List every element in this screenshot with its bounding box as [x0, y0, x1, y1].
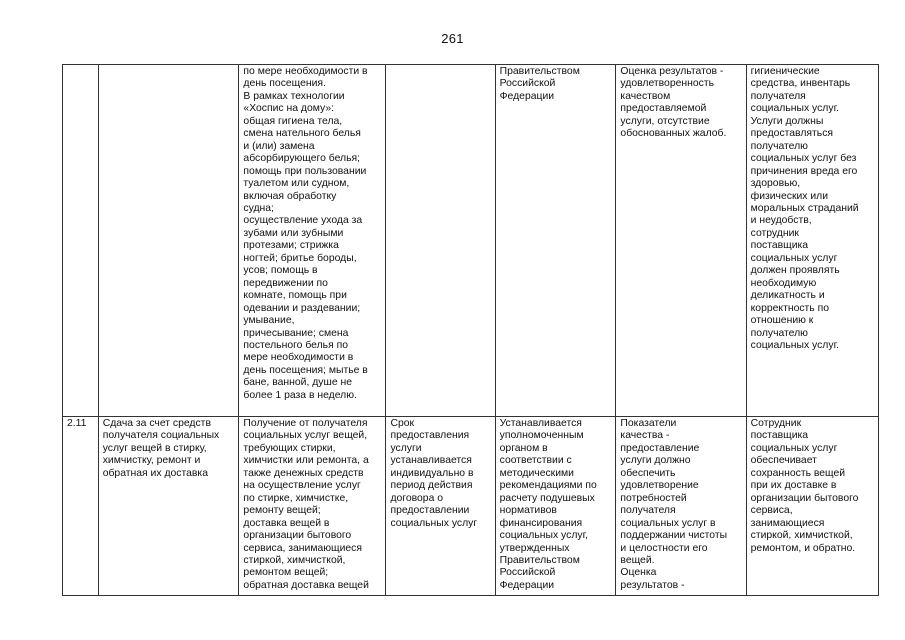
service-term-cell: Срок предоставления услуги устанавливается индивидуально в период действия договора о предоставлении социальных услуг: [386, 417, 495, 596]
service-term-cell: [386, 65, 495, 417]
service-name-cell: Сдача за счет средств получателя социальных услуг вещей в стирку, химчистку, ремонт и обратная их доставка: [98, 417, 239, 596]
table-row: [63, 417, 879, 596]
service-number-cell: 2.11: [63, 417, 99, 596]
service-norm-cell: Правительством Российской Федерации: [495, 65, 616, 417]
page-number: 261: [441, 31, 464, 46]
service-number-cell: [63, 65, 99, 417]
service-content-cell: по мере необходимости в день посещения. В рамках технологии «Хоспис на дому»: общая гигиена тела, смена нательного белья и (или) замена абсорбирующего белья; помощь при пользовании туалетом или судном, включая обработку судна; осуществление ухода за зубами или зубными протезами; стрижка ногтей; бритье бороды, усов; помощь в передвижении по комнате, помощь при одевании и раздевании; умывание, причесывание; смена постельного белья по мере необходимости в день посещения; мытье в бане, ванной, душе не более 1 раза в неделю.: [239, 65, 386, 417]
services-table: [62, 64, 879, 596]
service-content-cell: Получение от получателя социальных услуг вещей, требующих стирки, химчистки или ремонта, а также денежных средств на осуществление услуг по стирке, химчистке, ремонту вещей; доставка вещей в организации бытового сервиса, занимающиеся стиркой, химчисткой, ремонтом вещей; обратная доставка вещей: [239, 417, 386, 596]
service-norm-cell: Устанавливается уполномоченным органом в соответствии с методическими рекомендациями по расчету подушевых нормативов финансирования социальных услуг, утвержденных Правительством Российской Федерации: [495, 417, 616, 596]
conditions-cell: Сотрудник поставщика социальных услуг обеспечивает сохранность вещей при их доставке в организации бытового сервиса, занимающиеся стиркой, химчисткой, ремонтом, и обратно.: [746, 417, 878, 596]
table-row: [63, 65, 879, 417]
conditions-cell: гигиенические средства, инвентарь получателя социальных услуг. Услуги должны предоставляться получателю социальных услуг без причинения вреда его здоровью, физических или моральных страданий и неудобств, сотрудник поставщика социальных услуг должен проявлять необходимую деликатность и корректность по отношению к получателю социальных услуг.: [746, 65, 878, 417]
quality-indicators-cell: Показатели качества - предоставление услуги должно обеспечить удовлетворение потребностей получателя социальных услуг в поддержании чистоты и целостности его вещей. Оценка результатов -: [616, 417, 746, 596]
service-name-cell: [98, 65, 239, 417]
quality-indicators-cell: Оценка результатов - удовлетворенность качеством предоставляемой услуги, отсутствие обоснованных жалоб.: [616, 65, 746, 417]
